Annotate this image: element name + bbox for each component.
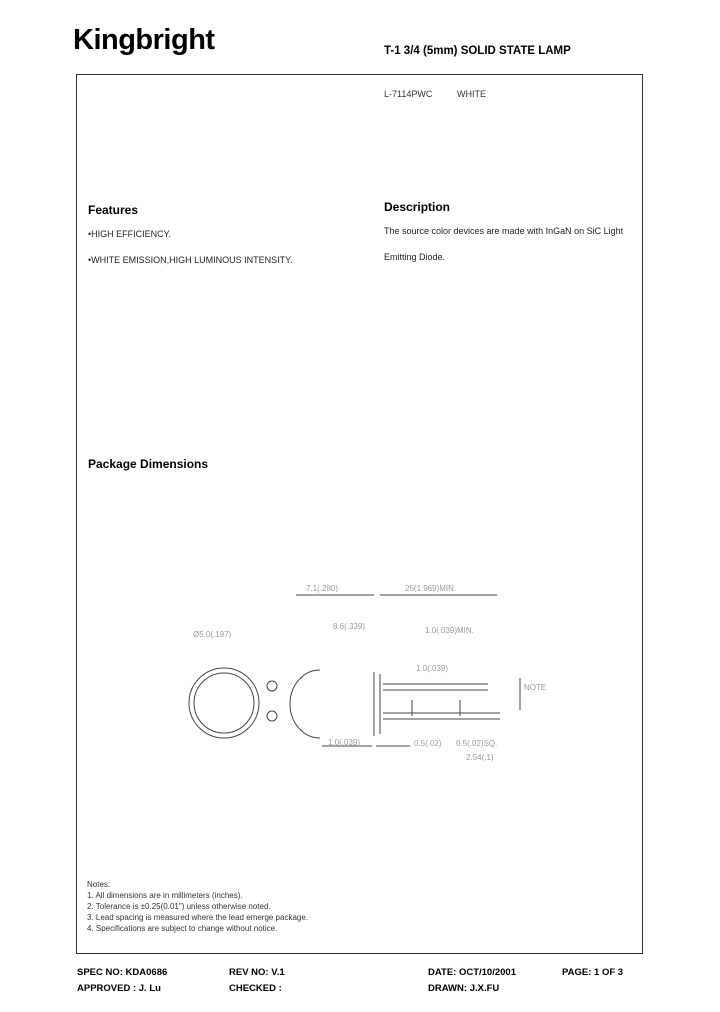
package-dimensions-heading: Package Dimensions bbox=[88, 457, 209, 471]
spec-number: SPEC NO: KDA0686 bbox=[77, 967, 168, 978]
description-heading: Description bbox=[384, 200, 451, 214]
features-heading: Features bbox=[88, 203, 139, 217]
note-item: 2. Tolerance is ±0.25(0.01") unless otherwise noted. bbox=[87, 902, 271, 911]
page-number: PAGE: 1 OF 3 bbox=[562, 967, 624, 978]
approved-by: APPROVED : J. Lu bbox=[77, 983, 161, 994]
feature-item: •HIGH EFFICIENCY. bbox=[88, 229, 171, 239]
part-number: L-7114PWC bbox=[384, 89, 433, 99]
dim-label: 2.54(.1) bbox=[466, 753, 494, 762]
part-color: WHITE bbox=[457, 89, 486, 99]
date: DATE: OCT/10/2001 bbox=[428, 967, 516, 978]
kingbright-logo: Kingbright bbox=[73, 24, 215, 56]
dim-label: 1.0(.039) bbox=[328, 738, 361, 747]
drawn-by: DRAWN: J.X.FU bbox=[428, 983, 500, 994]
dim-label: 0.5(.02)SQ. bbox=[456, 739, 498, 748]
revision-number: REV NO: V.1 bbox=[229, 967, 285, 978]
dim-label: 25(1.969)MIN. bbox=[405, 584, 457, 593]
note-item: 4. Specifications are subject to change without notice. bbox=[87, 924, 278, 933]
dim-label: 8.6(.339) bbox=[333, 622, 366, 631]
marker-circle bbox=[267, 711, 277, 721]
dim-label: NOTE bbox=[524, 683, 547, 692]
description-line: Emitting Diode. bbox=[384, 252, 446, 262]
document-title: T-1 3/4 (5mm) SOLID STATE LAMP bbox=[384, 45, 571, 57]
led-side-dome bbox=[290, 670, 320, 738]
led-front-outer-circle bbox=[189, 668, 259, 738]
led-front-inner-circle bbox=[194, 673, 254, 733]
dim-label: 1.0(.039)MIN. bbox=[425, 626, 474, 635]
dim-label: 7.1(.280) bbox=[306, 584, 339, 593]
marker-circle bbox=[267, 681, 277, 691]
feature-item: •WHITE EMISSION,HIGH LUMINOUS INTENSITY. bbox=[88, 255, 293, 265]
dim-label: 0.5(.02) bbox=[414, 739, 442, 748]
description-line: The source color devices are made with InGaN on SiC Light bbox=[384, 226, 624, 236]
note-item: 1. All dimensions are in millimeters (inches). bbox=[87, 891, 243, 900]
dim-label: 1.0(.039) bbox=[416, 664, 449, 673]
note-item: 3. Lead spacing is measured where the lead emerge package. bbox=[87, 913, 309, 922]
checked-by: CHECKED : bbox=[229, 983, 282, 994]
dim-label: Ø5.0(.197) bbox=[193, 630, 232, 639]
notes-heading: Notes: bbox=[87, 880, 111, 889]
